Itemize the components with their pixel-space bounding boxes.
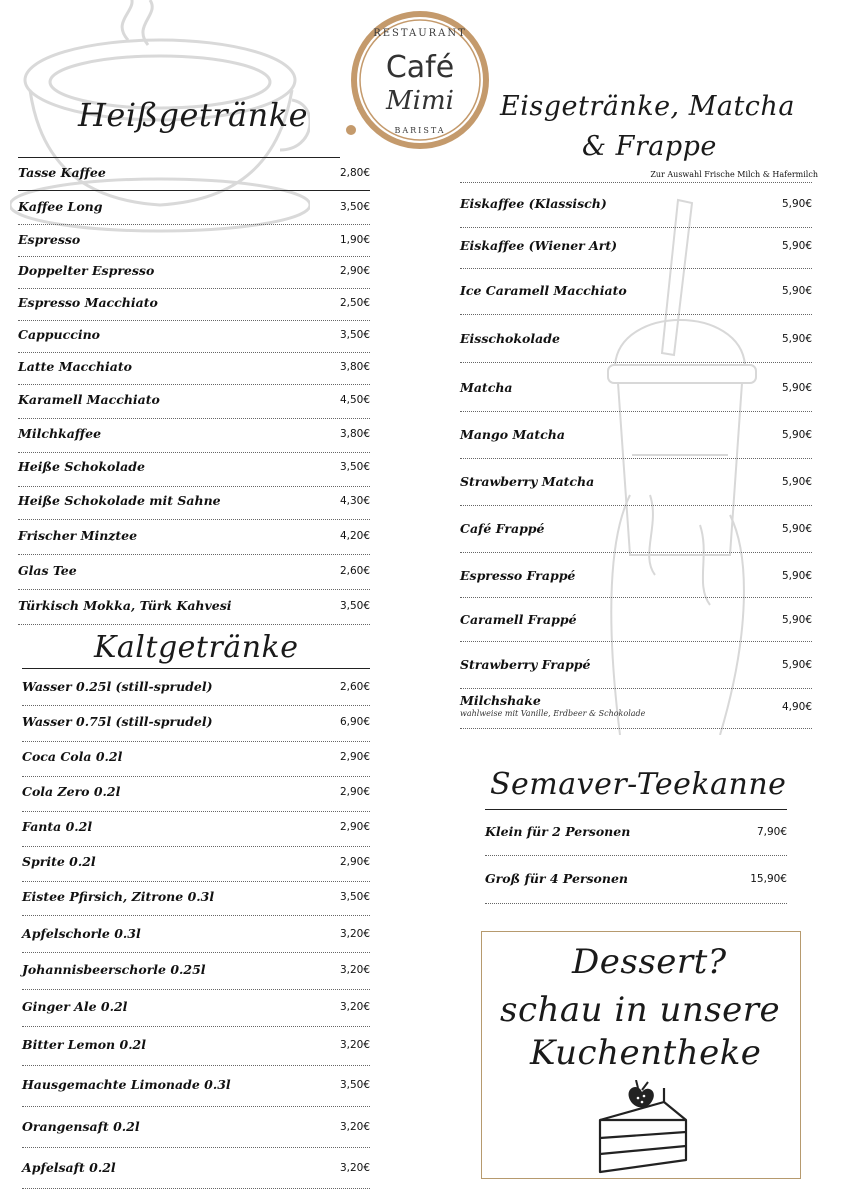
menu-item-divider	[460, 728, 812, 729]
menu-item-price: 2,90€	[339, 786, 370, 798]
menu-item-price: 5,90€	[781, 614, 812, 626]
menu-item-price: 5,90€	[781, 659, 812, 671]
heiss-heading: Heißgetränke	[78, 96, 309, 134]
menu-item	[460, 612, 812, 632]
menu-item-divider	[460, 227, 812, 228]
menu-item	[18, 598, 370, 618]
menu-item-price: 5,90€	[781, 429, 812, 441]
menu-item	[460, 474, 812, 494]
menu-item-divider	[22, 811, 370, 812]
menu-item-name: Eiskaffee (Wiener Art)	[460, 238, 618, 253]
menu-item-name: Frischer Minztee	[18, 528, 138, 543]
menu-item	[22, 749, 370, 769]
menu-item-name: Apfelschorle 0.3l	[22, 926, 141, 941]
menu-item-name: Tasse Kaffee	[18, 165, 106, 180]
menu-item-price: 3,20€	[339, 1001, 370, 1013]
menu-item	[18, 327, 370, 347]
menu-item-name: Türkisch Mokka, Türk Kahvesi	[18, 598, 232, 613]
menu-item-price: 4,50€	[339, 394, 370, 406]
menu-item	[460, 331, 812, 351]
menu-item	[460, 283, 812, 303]
menu-item-name: Wasser 0.75l (still-sprudel)	[22, 714, 213, 729]
menu-item-name: Cola Zero 0.2l	[22, 784, 121, 799]
menu-item-divider	[18, 352, 370, 353]
menu-item-divider	[22, 741, 370, 742]
menu-item	[460, 238, 812, 258]
menu-item-divider	[460, 688, 812, 689]
menu-item-divider	[18, 452, 370, 453]
menu-item-name: Espresso	[18, 232, 81, 247]
menu-item-divider	[460, 268, 812, 269]
menu-item-price: 5,90€	[781, 285, 812, 297]
menu-item-price: 2,60€	[339, 565, 370, 577]
menu-item-divider	[18, 554, 370, 555]
menu-item-divider	[18, 190, 370, 191]
heiss-heading-rule	[18, 157, 340, 158]
menu-item-price: 5,90€	[781, 333, 812, 345]
menu-item	[460, 427, 812, 447]
menu-item-divider	[460, 552, 812, 553]
menu-item-price: 1,90€	[339, 234, 370, 246]
menu-item-divider	[22, 846, 370, 847]
menu-item-price: 3,50€	[339, 329, 370, 341]
menu-item	[485, 871, 787, 891]
menu-item-price: 5,90€	[781, 240, 812, 252]
menu-item-name: Espresso Macchiato	[18, 295, 158, 310]
menu-item-name: Heiße Schokolade mit Sahne	[18, 493, 221, 508]
eis-heading-line1: Eisgetränke, Matcha	[500, 91, 795, 122]
menu-item-name: Orangensaft 0.2l	[22, 1119, 140, 1134]
eis-heading-line2: & Frappe	[582, 131, 717, 162]
menu-item-name: Kaffee Long	[18, 199, 103, 214]
kalt-heading-rule	[22, 668, 370, 669]
menu-item-divider	[18, 320, 370, 321]
menu-item-price: 4,30€	[339, 495, 370, 507]
menu-item-divider	[22, 705, 370, 706]
menu-item-name: Fanta 0.2l	[22, 819, 93, 834]
menu-item-price: 3,50€	[339, 1079, 370, 1091]
menu-item-price: 6,90€	[339, 716, 370, 728]
menu-item-divider	[18, 519, 370, 520]
menu-item	[18, 528, 370, 548]
menu-item-name: Cappuccino	[18, 327, 101, 342]
menu-item-name: Klein für 2 Personen	[485, 824, 631, 839]
menu-item-divider	[22, 915, 370, 916]
menu-item-name: Doppelter Espresso	[18, 263, 155, 278]
menu-item	[460, 693, 812, 718]
menu-item-name: Apfelsaft 0.2l	[22, 1160, 116, 1175]
menu-item-price: 5,90€	[781, 476, 812, 488]
menu-item	[18, 232, 370, 252]
menu-item	[22, 889, 370, 909]
eis-milk-note: Zur Auswahl Frische Milch & Hafermilch	[650, 170, 818, 179]
menu-item	[460, 568, 812, 588]
semaver-heading-rule	[485, 809, 787, 810]
menu-item	[22, 962, 370, 982]
logo-name-second: Mimi	[386, 86, 454, 116]
logo-bottom-word: BARISTA	[394, 126, 446, 135]
menu-item	[18, 199, 370, 219]
menu-item	[18, 459, 370, 479]
menu-item-price: 3,20€	[339, 1039, 370, 1051]
menu-item-name: Strawberry Matcha	[460, 474, 595, 489]
menu-item	[22, 1160, 370, 1180]
menu-item-price: 15,90€	[750, 873, 787, 885]
menu-item-name: Espresso Frappé	[460, 568, 576, 583]
menu-item-divider	[18, 224, 370, 225]
menu-item-price: 4,20€	[339, 530, 370, 542]
menu-item-divider	[460, 505, 812, 506]
menu-item-price: 3,50€	[339, 600, 370, 612]
menu-item	[22, 714, 370, 734]
menu-item	[22, 1077, 370, 1097]
menu-item-divider	[18, 486, 370, 487]
menu-item-price: 5,90€	[781, 570, 812, 582]
menu-item-divider	[18, 256, 370, 257]
menu-item-divider	[22, 1147, 370, 1148]
menu-item	[18, 295, 370, 315]
menu-item-name: Bitter Lemon 0.2l	[22, 1037, 146, 1052]
menu-item-divider	[460, 411, 812, 412]
menu-item	[18, 359, 370, 379]
menu-item	[22, 679, 370, 699]
menu-item	[22, 784, 370, 804]
menu-item-price: 2,50€	[339, 297, 370, 309]
dessert-line1: Dessert?	[572, 942, 727, 982]
menu-item-name: Café Frappé	[460, 521, 545, 536]
menu-item-divider	[22, 776, 370, 777]
eis-top-rule	[460, 182, 812, 184]
menu-item-name: Latte Macchiato	[18, 359, 132, 374]
menu-item	[460, 657, 812, 677]
menu-item-name: Groß für 4 Personen	[485, 871, 629, 886]
iced-drink-sketch-icon	[600, 195, 760, 735]
menu-item-price: 3,50€	[339, 201, 370, 213]
menu-item-price: 2,90€	[339, 265, 370, 277]
menu-item-name: Ice Caramell Macchiato	[460, 283, 627, 298]
dessert-line3: Kuchentheke	[530, 1033, 762, 1073]
menu-item-name: Eistee Pfirsich, Zitrone 0.3l	[22, 889, 215, 904]
menu-item-price: 3,20€	[339, 1162, 370, 1174]
menu-item-divider	[22, 1106, 370, 1107]
menu-item-divider	[18, 384, 370, 385]
menu-item	[18, 426, 370, 446]
menu-item-price: 3,50€	[339, 891, 370, 903]
menu-item-name: Matcha	[460, 380, 513, 395]
menu-item-name: Glas Tee	[18, 563, 77, 578]
menu-item-divider	[22, 989, 370, 990]
menu-item-divider	[22, 952, 370, 953]
menu-item-price: 3,20€	[339, 928, 370, 940]
cafe-logo	[345, 4, 495, 156]
menu-item-divider	[22, 881, 370, 882]
menu-item-price: 5,90€	[781, 523, 812, 535]
menu-item-divider	[460, 314, 812, 315]
menu-item-name: Coca Cola 0.2l	[22, 749, 123, 764]
menu-item	[18, 165, 370, 185]
dessert-line2: schau in unsere	[500, 990, 781, 1030]
menu-item-name: Johannisbeerschorle 0.25l	[22, 962, 206, 977]
menu-item-price: 5,90€	[781, 198, 812, 210]
menu-item	[460, 521, 812, 541]
menu-item	[18, 263, 370, 283]
menu-item-name: Milchkaffee	[18, 426, 102, 441]
menu-item-price: 3,20€	[339, 964, 370, 976]
menu-item	[460, 380, 812, 400]
menu-item-divider	[460, 597, 812, 598]
logo-top-word: RESTAURANT	[373, 28, 467, 39]
menu-item-price: 2,90€	[339, 751, 370, 763]
menu-item-name: Caramell Frappé	[460, 612, 577, 627]
menu-item-divider	[18, 624, 370, 625]
semaver-heading: Semaver-Teekanne	[490, 767, 787, 802]
menu-item-price: 3,80€	[339, 428, 370, 440]
menu-item-divider	[460, 458, 812, 459]
menu-item-name: Ginger Ale 0.2l	[22, 999, 128, 1014]
menu-item-name: Eiskaffee (Klassisch)	[460, 196, 607, 211]
menu-item-divider	[460, 362, 812, 363]
menu-item	[18, 392, 370, 412]
menu-item-name: Wasser 0.25l (still-sprudel)	[22, 679, 213, 694]
menu-item-price: 2,80€	[339, 167, 370, 179]
menu-item	[485, 824, 787, 844]
kalt-heading: Kaltgetränke	[94, 630, 299, 665]
menu-item-name: Heiße Schokolade	[18, 459, 145, 474]
menu-item-note: wahlweise mit Vanille, Erdbeer & Schokolade	[460, 709, 646, 718]
menu-item-divider	[485, 903, 787, 904]
menu-item-divider	[18, 288, 370, 289]
menu-item-divider	[22, 1065, 370, 1066]
menu-item-price: 7,90€	[756, 826, 787, 838]
menu-item	[22, 819, 370, 839]
menu-item-name: Karamell Macchiato	[18, 392, 160, 407]
menu-item-divider	[18, 589, 370, 590]
menu-item-name: Hausgemachte Limonade 0.3l	[22, 1077, 231, 1092]
menu-item-price: 3,50€	[339, 461, 370, 473]
menu-item-name: Eisschokolade	[460, 331, 560, 346]
menu-item-price: 2,90€	[339, 856, 370, 868]
menu-item	[22, 999, 370, 1019]
menu-item-divider	[22, 1188, 370, 1189]
menu-item	[18, 563, 370, 583]
menu-item	[460, 196, 812, 216]
menu-item-divider	[18, 418, 370, 419]
menu-item	[22, 1119, 370, 1139]
logo-name: Café	[385, 50, 455, 85]
menu-item-price: 2,90€	[339, 821, 370, 833]
menu-item-divider	[22, 1026, 370, 1027]
menu-item-name: Milchshake	[460, 693, 541, 708]
menu-item-divider	[460, 641, 812, 642]
menu-item	[22, 926, 370, 946]
menu-item-price: 2,60€	[339, 681, 370, 693]
menu-item-name: Mango Matcha	[460, 427, 565, 442]
menu-item-price: 5,90€	[781, 382, 812, 394]
menu-item-name: Sprite 0.2l	[22, 854, 96, 869]
menu-item-price: 3,20€	[339, 1121, 370, 1133]
menu-item-price: 4,90€	[781, 701, 812, 713]
menu-item	[22, 854, 370, 874]
menu-item-divider	[485, 855, 787, 856]
menu-item-price: 3,80€	[339, 361, 370, 373]
menu-item	[18, 493, 370, 513]
menu-item	[22, 1037, 370, 1057]
menu-item-name: Strawberry Frappé	[460, 657, 591, 672]
cake-slice-icon	[594, 1080, 692, 1176]
